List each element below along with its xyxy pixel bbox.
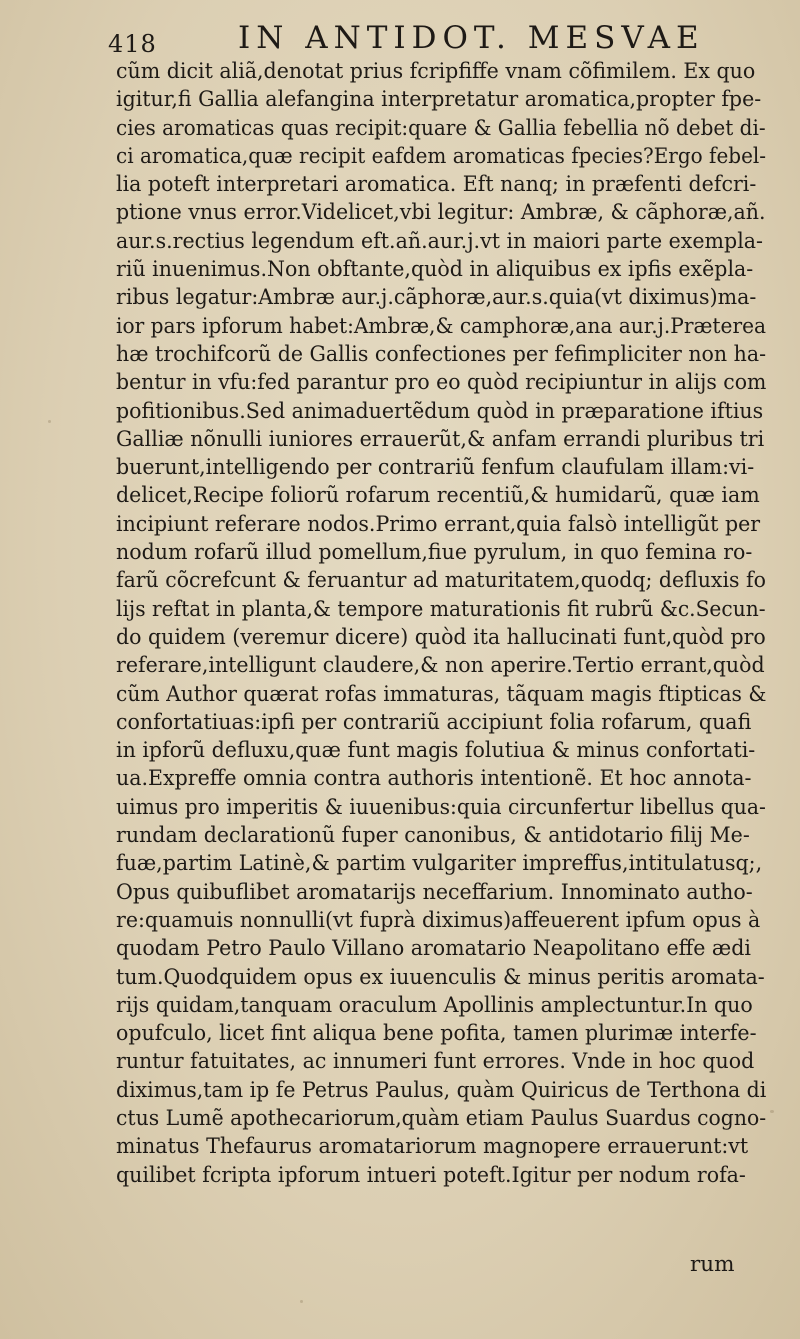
- text-line: re:quamuis nonnulli(vt fuprà diximus)affeuerent ipfum opus à: [116, 907, 761, 933]
- text-line: rundam declarationũ fuper canonibus, & antidotario filij Me-: [116, 823, 750, 849]
- text-line: hæ trochifcorũ de Gallis confectiones per fefimpliciter non ha-: [116, 341, 767, 367]
- text-line: Galliæ nõnulli iuniores errauerũt,& anfam errandi pluribus tri: [116, 426, 765, 452]
- text-line: do quidem (veremur dicere) quòd ita hallucinati funt,quòd pro: [116, 624, 766, 650]
- text-line: cũm dicit aliã,denotat prius fcripfiffe vnam cõfimilem. Ex quo: [116, 59, 756, 84]
- text-line: ctus Lumẽ apothecariorum,quàm etiam Paulus Suardus cogno-: [116, 1105, 767, 1131]
- text-line: ribus legatur:Ambræ aur.j.cãphoræ,aur.s.quia(vt diximus)ma-: [116, 285, 757, 311]
- text-line: in ipforũ defluxu,quæ funt magis folutiua & minus confortati-: [116, 738, 756, 764]
- text-line: ptione vnus error.Videlicet,vbi legitur: Ambræ, & cãphoræ,añ.: [116, 200, 766, 226]
- text-line: fuæ,partim Latinè,& partim vulgariter impreffus,intitulatusq;,: [116, 851, 763, 877]
- running-head: IN ANTIDOT. MESVAE: [238, 20, 705, 56]
- text-line: opufculo, licet fint aliqua bene pofita, tamen plurimæ interfe-: [116, 1021, 757, 1047]
- text-line: buerunt,intelligendo per contrariũ fenfum claufulam illam:vi-: [116, 455, 755, 481]
- text-line: lia poteft interpretari aromatica. Eft nanq; in præfenti defcri-: [116, 172, 757, 198]
- text-line: uimus pro imperitis & iuuenibus:quia circunfertur libellus qua-: [116, 794, 766, 820]
- body-text: [116, 58, 796, 1190]
- text-line: cũm Author quærat rofas immaturas, tãquam magis ftipticas &: [116, 681, 767, 707]
- text-line: nodum rofarũ illud pomellum,fiue pyrulum, in quo femina ro-: [116, 540, 753, 566]
- text-line: tum.Quodquidem opus ex iuuenculis & minus peritis aromata-: [116, 964, 765, 990]
- text-line: referare,intelligunt claudere,& non aperire.Tertio errant,quòd: [116, 653, 765, 679]
- text-line: riũ inuenimus.Non obftante,quòd in aliquibus ex ipfis exẽpla-: [116, 257, 754, 283]
- text-line: cies aromaticas quas recipit:quare & Gallia febellia nõ debet di-: [116, 115, 766, 141]
- text-line: minatus Thefaurus aromatariorum magnopere errauerunt:vt: [116, 1134, 749, 1160]
- paper-speck: [300, 1300, 303, 1303]
- page-header: [108, 16, 748, 58]
- text-line: igitur,fi Gallia alefangina interpretatur aromatica,propter fpe-: [116, 87, 762, 113]
- text-line: ua.Expreffe omnia contra authoris intentionẽ. Et hoc annota-: [116, 766, 752, 792]
- text-line: lijs reftat in planta,& tempore maturationis fit rubrũ &c.Secun-: [116, 596, 766, 622]
- text-line: incipiunt referare nodos.Primo errant,quia falsò intelligũt per: [116, 511, 761, 537]
- text-line: farũ cõcrefcunt & feruantur ad maturitatem,quodq; defluxis fo: [116, 568, 766, 594]
- text-line: quilibet fcripta ipforum intueri poteft.Igitur per nodum rofa-: [116, 1162, 746, 1188]
- text-line: Opus quibuflibet aromatarijs neceffarium. Innominato autho-: [116, 879, 753, 905]
- text-line: ior pars ipforum habet:Ambræ,& camphoræ,ana aur.j.Præterea: [116, 313, 767, 339]
- text-line: runtur fatuitates, ac innumeri funt errores. Vnde in hoc quod: [116, 1049, 755, 1075]
- catchword: rum: [690, 1252, 735, 1277]
- text-line: confortatiuas:ipfi per contrariũ accipiunt folia rofarum, quafi: [116, 709, 752, 735]
- text-line: diximus,tam ip fe Petrus Paulus, quàm Quiricus de Terthona di: [116, 1077, 767, 1103]
- text-line: pofitionibus.Sed animaduertẽdum quòd in præparatione iftius: [116, 398, 764, 424]
- text-line: aur.s.rectius legendum eft.añ.aur.j.vt in maiori parte exempla-: [116, 228, 763, 254]
- text-line: quodam Petro Paulo Villano aromatario Neapolitano effe ædi: [116, 936, 751, 962]
- paper-speck: [48, 420, 51, 423]
- text-line: delicet,Recipe foliorũ rofarum recentiũ,& humidarũ, quæ iam: [116, 483, 760, 509]
- text-line: bentur in vfu:fed parantur pro eo quòd recipiuntur in alijs com: [116, 370, 767, 396]
- text-line: rijs quidam,tanquam oraculum Apollinis amplectuntur.In quo: [116, 992, 753, 1018]
- text-line: ci aromatica,quæ recipit eafdem aromaticas fpecies?Ergo febel-: [116, 143, 767, 169]
- page-number: 418: [108, 30, 157, 58]
